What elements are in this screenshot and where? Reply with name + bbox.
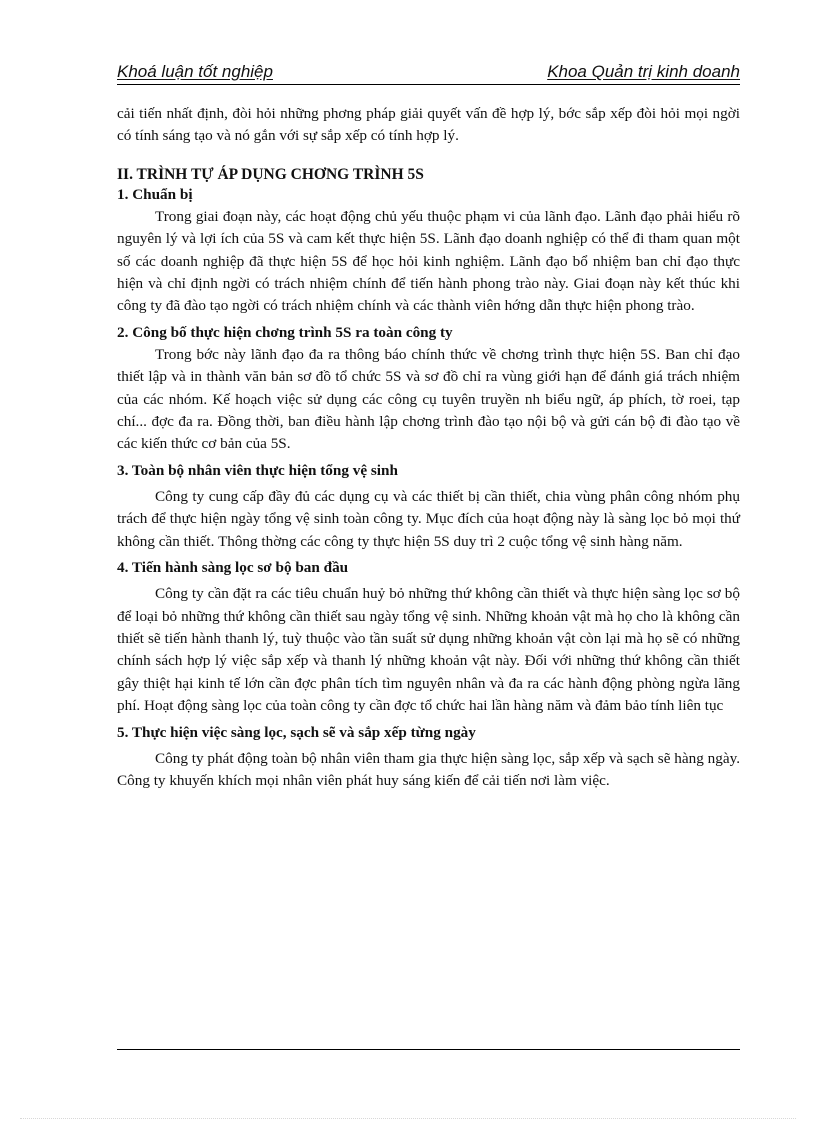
section-title: II. TRÌNH TỰ ÁP DỤNG CHƠNG TRÌNH 5S <box>117 165 424 183</box>
header-faculty-name: Khoa Quản trị kinh doanh <box>547 62 740 81</box>
step-2-paragraph: Trong bớc này lãnh đạo đa ra thông báo chính thức về chơng trình thực hiện 5S. Ban chỉ đạo thiết lập và in thành văn bản sơ đồ tổ chức 5S và sơ đồ chỉ ra vùng giới hạn để đánh giá trách nhiệm của các nhóm. Kế hoạch việc sử dụng các công cụ tuyên truyền nh biểu ngữ, áp phích, tờ roei, tạp chí... đợc đa ra. Đồng thời, ban điều hành lập chơng trình đào tạo nội bộ và gửi cán bộ đi đào tạo về các kiến thức cơ bản của 5S. <box>117 345 740 453</box>
page-bottom-edge <box>20 1118 796 1119</box>
document-body <box>117 103 740 792</box>
step-3-paragraph: Công ty cung cấp đầy đủ các dụng cụ và các thiết bị cần thiết, chia vùng phân công nhóm phụ trách để thực hiện ngày tổng vệ sinh toàn công ty. Mục đích của hoạt động này là sàng lọc bỏ mọi thứ không cần thiết. Thông thờng các công ty thực hiện 5S duy trì 2 cuộc tổng vệ sinh hàng năm. <box>117 487 740 550</box>
step-3-title: 3. Toàn bộ nhân viên thực hiện tổng vệ sinh <box>117 461 398 479</box>
header-thesis-title: Khoá luận tốt nghiệp <box>117 62 273 81</box>
step-1-title: 1. Chuẩn bị <box>117 185 193 203</box>
step-4-paragraph: Công ty cần đặt ra các tiêu chuẩn huỷ bỏ những thứ không cần thiết và thực hiện sàng lọc sơ bộ để loại bỏ những thứ không cần thiết sau ngày tổng vệ sinh. Những khoản vật mà họ cho là không cần thiết sẽ tiến hành thanh lý, tuỳ thuộc vào tần suất sử dụng những khoản vật còn lại mà họ sẽ có những chính sách hợp lý việc sắp xếp và thanh lý những khoản vật này. Đối với những thứ không cần thiết gây thiệt hại kinh tế lớn cần đợc phân tích tìm nguyên nhân và đa ra các hành động phòng ngừa lãng phí. Hoạt động sàng lọc của toàn công ty cần đợc tổ chức hai lần hàng năm và đảm bảo tính liên tục <box>117 585 740 715</box>
step-4-title: 4. Tiến hành sàng lọc sơ bộ ban đầu <box>117 559 349 577</box>
page-header <box>117 60 740 85</box>
step-5-title: 5. Thực hiện việc sàng lọc, sạch sẽ và sắp xếp từng ngày <box>117 723 476 741</box>
footer-divider <box>117 1049 740 1050</box>
intro-paragraph: cải tiến nhất định, đòi hỏi những phơng pháp giải quyết vấn đề hợp lý, bớc sắp xếp đòi hỏi mọi ngời có tính sáng tạo và nó gắn với sự sắp xếp có tính hợp lý. <box>117 105 740 145</box>
step-1-paragraph: Trong giai đoạn này, các hoạt động chủ yếu thuộc phạm vi của lãnh đạo. Lãnh đạo phải hiểu rõ nguyên lý và lợi ích của 5S và cam kết thực hiện 5S. Lãnh đạo doanh nghiệp có thể đi tham quan một số các doanh nghiệp đã thực hiện 5S để học hỏi kinh nghiệm. Lãnh đạo bổ nhiệm ban chỉ đạo thực hiện và chỉ định ngời có trách nhiệm chính để tiến hành phong trào này. Giai đoạn này kết thúc khi công ty đã đào tạo ngời có trách nhiệm chính và các thành viên hớng dẫn thực hiện phong trào. <box>117 207 740 315</box>
step-5-paragraph: Công ty phát động toàn bộ nhân viên tham gia thực hiện sàng lọc, sắp xếp và sạch sẽ hàng ngày. Công ty khuyến khích mọi nhân viên phát huy sáng kiến để cải tiến nơi làm việc. <box>117 749 740 789</box>
step-2-title: 2. Công bố thực hiện chơng trình 5S ra toàn công ty <box>117 323 453 341</box>
